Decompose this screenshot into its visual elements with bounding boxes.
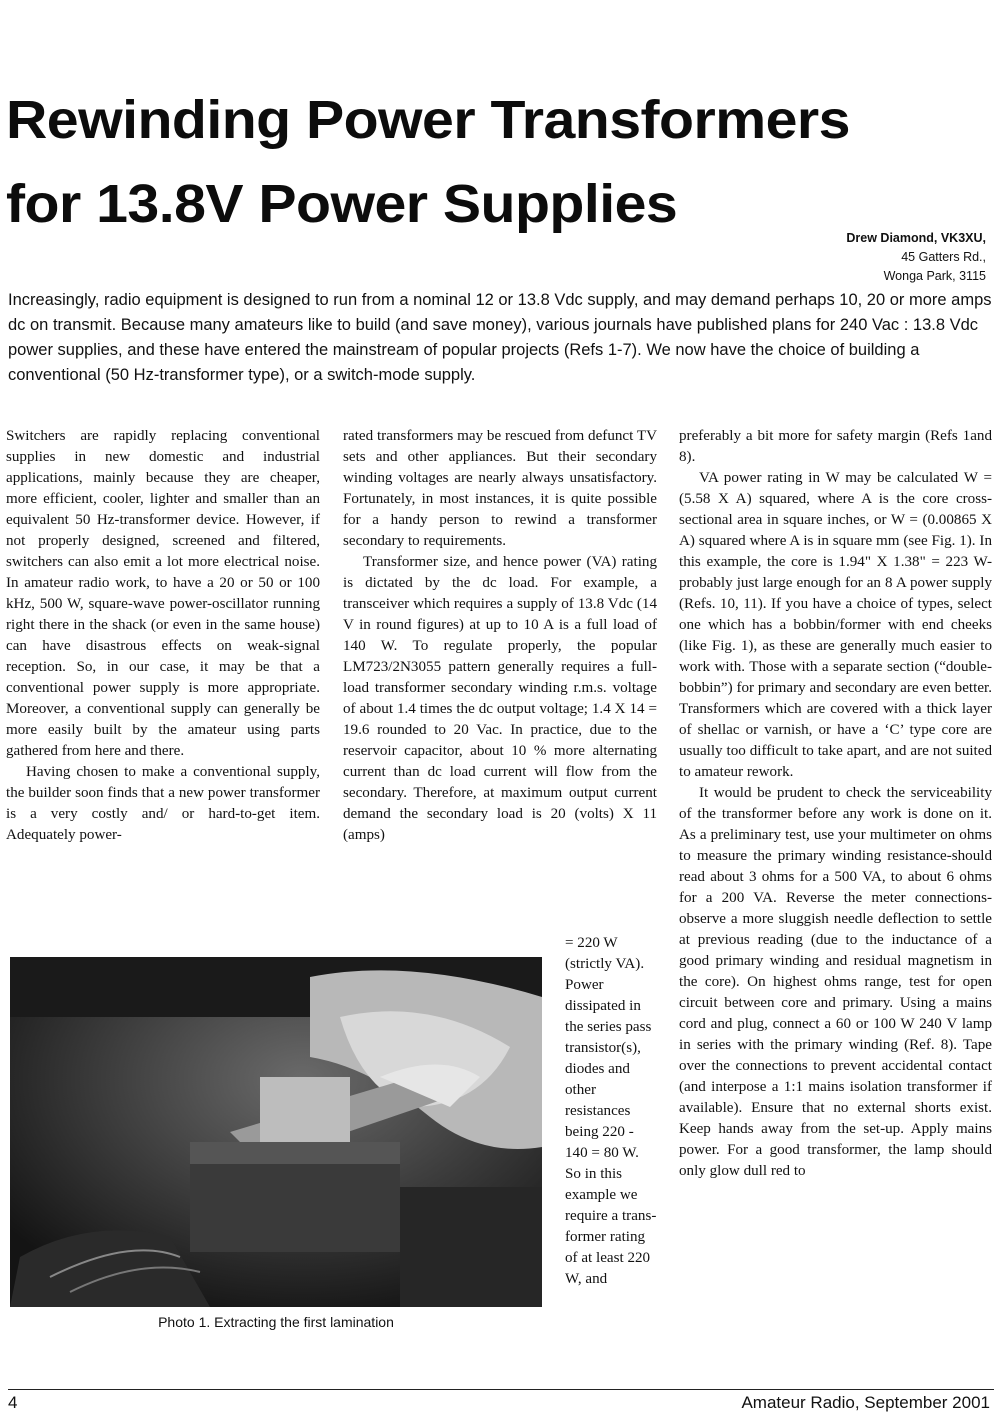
paragraph: VA power rating in W may be calculated W = (5.58 X A) squared, where A is the core cross-sectional area in square inches, or W = (0.00865 X A) squared where A is in square mm (see Fig. 1). In this example, the core is 1.94" X 1.38" = 223 W- probably just large enough for an 8 A power supply (Refs. 10, 11). If you have a choice of types, select one which has a bobbin/former with end cheeks (like Fig. 1), as these are generally much easier to work with. Those with a separate section (“double-bobbin”) for primary and secondary are even better. Transformers which are covered with a thick layer of shellac or varnish, or have a ‘C’ type core are usually too difficult to take apart, and are not suited to amateur rework. <box>679 470 992 780</box>
paragraph: Transformer size, and hence power (VA) rating is dictated by the dc load. For example, a transceiver which requires a supply of 13.8 Vdc (14 V in round figures) at up to 10 A is a full load of 140 W. To regulate properly, the popular LM723/2N3055 pattern generally requires a full-load transformer secondary winding r.m.s. voltage of about 1.4 times the dc output voltage; 1.4 X 14 = 19.6 rounded to 20 Vac. In practice, due to the reservoir capacitor, about 10 % more alternating current than dc load current will flow from the secondary. Therefore, at maximum output current demand the secondary load is 20 (volts) X 11 (amps) <box>343 554 657 843</box>
author-name: Drew Diamond, VK3XU, <box>846 231 986 245</box>
photo-caption: Photo 1. Extracting the first lamination <box>158 1314 394 1330</box>
paragraph: preferably a bit more for safety margin (Refs 1and 8). <box>679 428 992 465</box>
page-number: 4 <box>8 1393 18 1412</box>
title-line-1: Rewinding Power Transformers <box>6 90 850 150</box>
body-column-1 <box>6 426 320 846</box>
magazine-issue: Amateur Radio, September 2001 <box>741 1393 990 1412</box>
author-address-town: Wonga Park, 3115 <box>883 269 986 283</box>
paragraph: Switchers are rapidly replacing conventional supplies in new domestic and industrial applications, mainly because they are cheaper, more efficient, cooler, lighter and smaller than an equivalent 50 Hz-transformer device. However, if not properly designed, screened and filtered, switchers can also emit a lot more electrical noise. In amateur radio work, to have a 20 or 50 or 100 kHz, 500 W, square-wave power-oscillator running right there in the shack (or even in the same house) can have disastrous effects on weak-signal reception. So, in our case, it may be that a conventional power supply is more appropriate. Moreover, a conventional supply can generally be more easily built by the amateur using parts gathered from here and there. <box>6 428 320 759</box>
paragraph: rated transformers may be rescued from defunct TV sets and other appliances. But their secondary winding voltages are nearly always unsatisfactory. Fortunately, in most instances, it is quite possible for a handy person to rewind a transformer secondary to requirements. <box>343 428 657 549</box>
paragraph: = 220 W (strictly VA). Power dissipated in the series pass transistor(s), diodes and other resistances being 220 - 140 = 80 W. So in this example we require a trans-former rating of at least 220 W, and <box>565 935 657 1287</box>
photo-extracting-lamination <box>10 957 542 1307</box>
photo-image <box>10 957 542 1307</box>
author-address-street: 45 Gatters Rd., <box>901 250 986 264</box>
body-column-3 <box>679 426 992 1182</box>
paragraph: Having chosen to make a conventional supply, the builder soon finds that a new power transformer is a very costly and/ or hard-to-get item. Adequately power- <box>6 764 320 843</box>
paragraph: It would be prudent to check the serviceability of the transformer before any work is done on it. As a preliminary test, use your multimeter on ohms to measure the primary winding resistance-should read about 3 ohms for a 500 VA, to about 6 ohms for a 200 VA. Reverse the meter connections- observe a more sluggish needle deflection to settle at previous reading (due to the inductance of a good primary winding and residual magnetism in the core). On highest ohms range, test for open circuit between core and primary. Using a mains cord and plug, connect a 60 or 100 W 240 V lamp in series with the primary winding (Ref. 8). Tape over the connections to prevent accidental contact (and interpose a 1:1 mains isolation transformer if available). Ensure that no external shorts exist. Keep hands away from the set-up. Apply mains power. For a good transformer, the lamp should only glow dull red to <box>679 785 992 1179</box>
title-line-2: for 13.8V Power Supplies <box>6 174 678 234</box>
intro-paragraph: Increasingly, radio equipment is designed to run from a nominal 12 or 13.8 Vdc supply, and may demand perhaps 10, 20 or more amps dc on transmit. Because many amateurs like to build (and save money), various journals have published plans for 240 Vac : 13.8 Vdc power supplies, and these have entered the mainstream of popular projects (Refs 1-7). We now have the choice of building a conventional (50 Hz-transformer type), or a switch-mode supply. <box>8 291 992 384</box>
author-block <box>846 229 986 286</box>
article-title <box>6 78 850 246</box>
footer-rule <box>8 1389 994 1390</box>
body-column-2-narrow <box>565 933 657 1290</box>
body-column-2 <box>343 426 657 846</box>
